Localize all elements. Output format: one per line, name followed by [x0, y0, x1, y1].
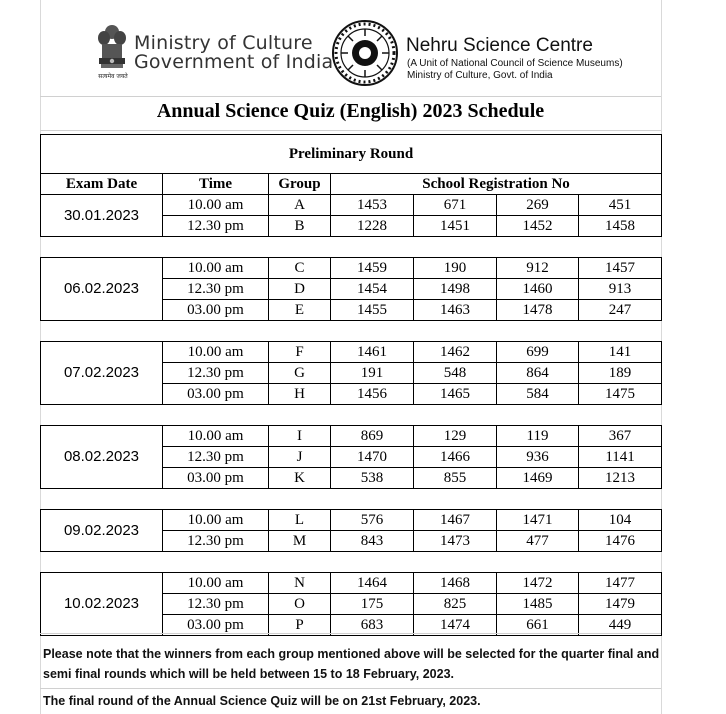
spacer-row: [41, 321, 662, 342]
registration-no-cell: 936: [497, 447, 579, 468]
registration-no-cell: 1455: [331, 300, 414, 321]
registration-no-cell: 1457: [579, 258, 662, 279]
note-final-round: The final round of the Annual Science Quiz will be on 21st February, 2023.: [43, 694, 481, 708]
registration-no-cell: 661: [497, 615, 579, 636]
round-title: Preliminary Round: [41, 135, 662, 174]
registration-no-cell: 141: [579, 342, 662, 363]
nsc-subtitle: Ministry of Culture, Govt. of India: [407, 70, 553, 81]
schedule-table: [40, 134, 662, 636]
registration-no-cell: 190: [414, 258, 497, 279]
registration-no-cell: 1479: [579, 594, 662, 615]
time-cell: 10.00 am: [163, 510, 269, 531]
ministry-line1: Ministry of Culture: [134, 32, 313, 54]
time-cell: 10.00 am: [163, 195, 269, 216]
registration-no-cell: 119: [497, 426, 579, 447]
page-title: Annual Science Quiz (English) 2023 Schedule: [156, 100, 545, 122]
registration-no-cell: 576: [331, 510, 414, 531]
divider: [40, 130, 661, 131]
registration-no-cell: 129: [414, 426, 497, 447]
registration-no-cell: 584: [497, 384, 579, 405]
time-cell: 03.00 pm: [163, 615, 269, 636]
registration-no-cell: 449: [579, 615, 662, 636]
registration-no-cell: 451: [579, 195, 662, 216]
time-cell: 12.30 pm: [163, 447, 269, 468]
registration-no-cell: 1465: [414, 384, 497, 405]
registration-no-cell: 864: [497, 363, 579, 384]
spacer-row: [41, 489, 662, 510]
group-cell: E: [269, 300, 331, 321]
time-cell: 03.00 pm: [163, 384, 269, 405]
registration-no-cell: 913: [579, 279, 662, 300]
registration-no-cell: 1228: [331, 216, 414, 237]
time-cell: 12.30 pm: [163, 363, 269, 384]
registration-no-cell: 269: [497, 195, 579, 216]
registration-no-cell: 912: [497, 258, 579, 279]
national-emblem-icon: [95, 22, 129, 78]
group-cell: P: [269, 615, 331, 636]
registration-no-cell: 247: [579, 300, 662, 321]
time-cell: 03.00 pm: [163, 468, 269, 489]
registration-no-cell: 1470: [331, 447, 414, 468]
registration-no-cell: 825: [414, 594, 497, 615]
registration-no-cell: 548: [414, 363, 497, 384]
table-row: [41, 573, 662, 594]
registration-no-cell: 1467: [414, 510, 497, 531]
registration-no-cell: 699: [497, 342, 579, 363]
registration-no-cell: 1460: [497, 279, 579, 300]
registration-no-cell: 1472: [497, 573, 579, 594]
nsc-title: Nehru Science Centre: [406, 35, 593, 56]
registration-no-cell: 1475: [579, 384, 662, 405]
col-header-date: Exam Date: [41, 174, 163, 195]
exam-date: 10.02.2023: [41, 573, 163, 636]
time-cell: 10.00 am: [163, 258, 269, 279]
group-cell: J: [269, 447, 331, 468]
registration-no-cell: 1477: [579, 573, 662, 594]
registration-no-cell: 1141: [579, 447, 662, 468]
group-cell: N: [269, 573, 331, 594]
registration-no-cell: 1462: [414, 342, 497, 363]
registration-no-cell: 1469: [497, 468, 579, 489]
registration-no-cell: 843: [331, 531, 414, 552]
registration-no-cell: 1476: [579, 531, 662, 552]
registration-no-cell: 189: [579, 363, 662, 384]
col-header-registration: School Registration No: [331, 174, 662, 195]
registration-no-cell: 1456: [331, 384, 414, 405]
group-cell: O: [269, 594, 331, 615]
registration-no-cell: 1453: [331, 195, 414, 216]
registration-no-cell: 1458: [579, 216, 662, 237]
registration-no-cell: 1459: [331, 258, 414, 279]
letterhead: [40, 0, 661, 96]
spacer-row: [41, 552, 662, 573]
time-cell: 12.30 pm: [163, 279, 269, 300]
registration-no-cell: 477: [497, 531, 579, 552]
group-cell: G: [269, 363, 331, 384]
time-cell: 03.00 pm: [163, 300, 269, 321]
registration-no-cell: 869: [331, 426, 414, 447]
exam-date: 08.02.2023: [41, 426, 163, 489]
registration-no-cell: 538: [331, 468, 414, 489]
registration-no-cell: 175: [331, 594, 414, 615]
registration-no-cell: 1474: [414, 615, 497, 636]
divider: [40, 96, 661, 97]
registration-no-cell: 1473: [414, 531, 497, 552]
time-cell: 12.30 pm: [163, 216, 269, 237]
col-header-time: Time: [163, 174, 269, 195]
registration-no-cell: 1478: [497, 300, 579, 321]
group-cell: C: [269, 258, 331, 279]
group-cell: A: [269, 195, 331, 216]
exam-date: 07.02.2023: [41, 342, 163, 405]
registration-no-cell: 1471: [497, 510, 579, 531]
table-row: [41, 510, 662, 531]
group-cell: H: [269, 384, 331, 405]
exam-date: 09.02.2023: [41, 510, 163, 552]
exam-date: 06.02.2023: [41, 258, 163, 321]
group-cell: D: [269, 279, 331, 300]
registration-no-cell: 1461: [331, 342, 414, 363]
ministry-name: [134, 34, 333, 72]
table-row: [41, 342, 662, 363]
registration-no-cell: 1452: [497, 216, 579, 237]
nsc-subtitle: (A Unit of National Council of Science Museums): [407, 58, 623, 69]
registration-no-cell: 1485: [497, 594, 579, 615]
spacer-row: [41, 405, 662, 426]
registration-no-cell: 1468: [414, 573, 497, 594]
registration-no-cell: 1464: [331, 573, 414, 594]
registration-no-cell: 1466: [414, 447, 497, 468]
group-cell: L: [269, 510, 331, 531]
table-row: [41, 426, 662, 447]
time-cell: 12.30 pm: [163, 594, 269, 615]
col-header-group: Group: [269, 174, 331, 195]
nsc-logo-icon: [331, 19, 399, 87]
registration-no-cell: 104: [579, 510, 662, 531]
group-cell: I: [269, 426, 331, 447]
time-cell: 10.00 am: [163, 342, 269, 363]
exam-date: 30.01.2023: [41, 195, 163, 237]
group-cell: M: [269, 531, 331, 552]
group-cell: F: [269, 342, 331, 363]
time-cell: 12.30 pm: [163, 531, 269, 552]
registration-no-cell: 671: [414, 195, 497, 216]
group-cell: B: [269, 216, 331, 237]
registration-no-cell: 1213: [579, 468, 662, 489]
divider: [40, 688, 661, 689]
registration-no-cell: 1463: [414, 300, 497, 321]
ministry-line2: Government of India: [134, 51, 334, 73]
registration-no-cell: 367: [579, 426, 662, 447]
divider: [40, 633, 661, 634]
time-cell: 10.00 am: [163, 426, 269, 447]
time-cell: 10.00 am: [163, 573, 269, 594]
registration-no-cell: 1498: [414, 279, 497, 300]
spacer-row: [41, 237, 662, 258]
note-quarter-final: Please note that the winners from each group mentioned above will be selected for the quarter final and semi final rounds which will be held between 15 to 18 February, 2023.: [43, 647, 660, 681]
registration-no-cell: 683: [331, 615, 414, 636]
registration-no-cell: 191: [331, 363, 414, 384]
registration-no-cell: 1451: [414, 216, 497, 237]
table-row: [41, 258, 662, 279]
table-row: [41, 195, 662, 216]
emblem-caption: सत्यमेव जयते: [98, 73, 128, 80]
registration-no-cell: 855: [414, 468, 497, 489]
group-cell: K: [269, 468, 331, 489]
registration-no-cell: 1454: [331, 279, 414, 300]
